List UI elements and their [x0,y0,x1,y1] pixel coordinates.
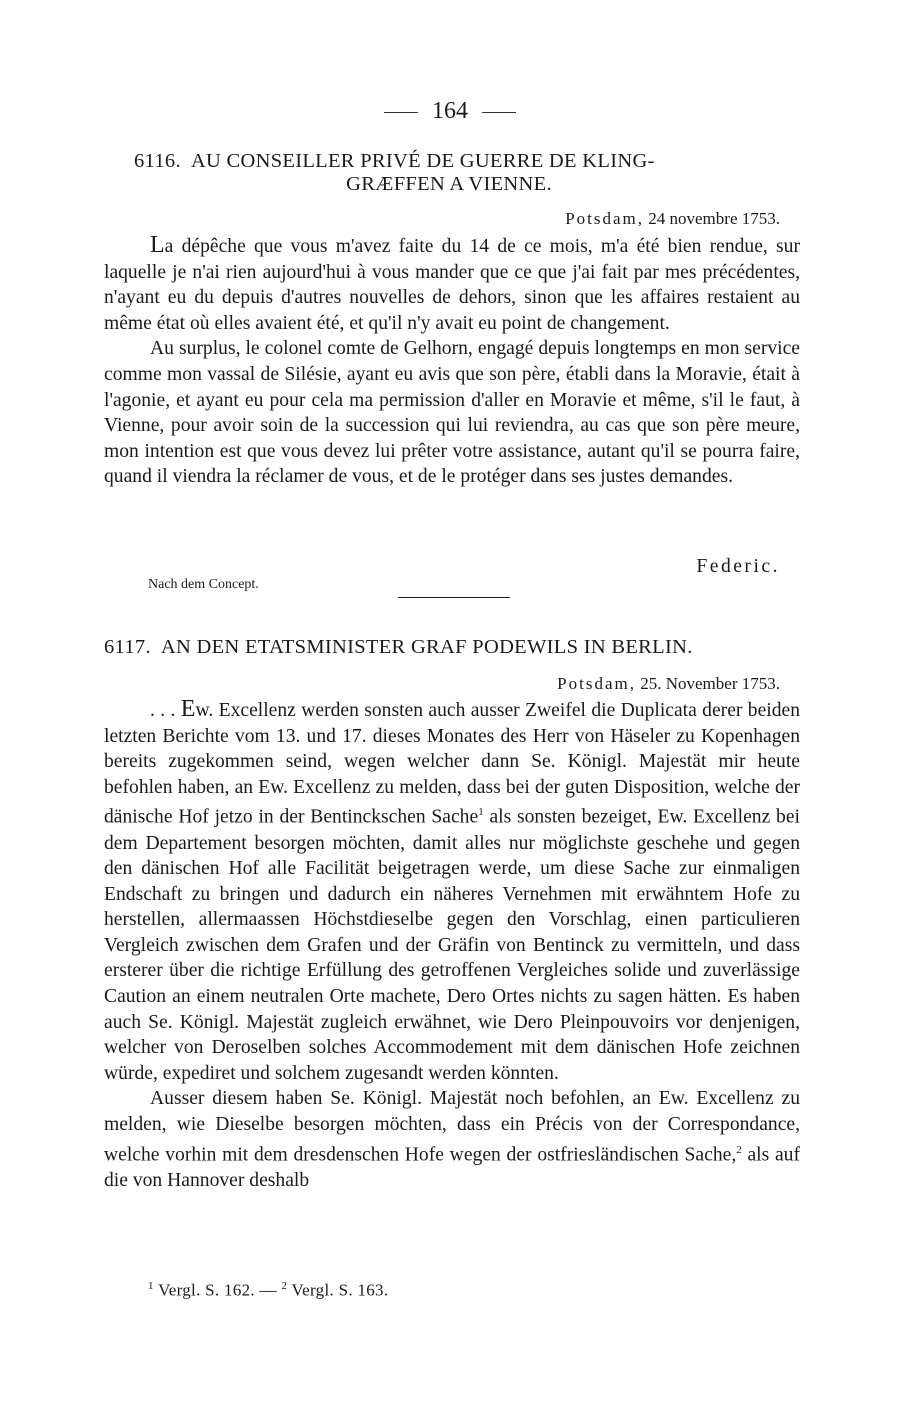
footnote-1-marker: 1 [148,1280,154,1292]
heading-line-2: GRÆFFEN A VIENNE. [346,173,552,195]
paragraph: Ausser diesem haben Se. Königl. Majestät noch befohlen, an Ew. Excellenz zu melden, wie Dieselbe besorgen möchten, dass ein Précis von der Correspondance, welche vorhin mit dem dresdenschen Hofe wegen der ostfriesländischen Sache,$^2$ als auf die von Hannover deshalb [104,1088,800,1191]
footnote-1-text: Vergl. S. 162. [158,1280,255,1300]
dateline-place: Potsdam, [565,209,645,228]
footnotes [148,1280,388,1301]
initial-letter: E [180,696,196,722]
letter-6117-heading [104,636,794,659]
dateline-place: Potsdam, [557,674,636,693]
heading-text: AN DEN ETATSMINISTER GRAF PODEWILS IN BERLIN. [160,636,693,658]
dateline-date: 25. November 1753. [640,674,780,693]
letter-6117-dateline [557,674,780,694]
letter-6116-heading [104,150,794,196]
footnote-2-text: Vergl. S. 163. [291,1280,389,1300]
footnote-separator: — [259,1280,277,1300]
page-number-dash-left [384,112,418,113]
source-note: Nach dem Concept. [148,577,259,592]
footnote-marker: 2 [736,1143,742,1156]
letter-number: 6117. [104,636,151,658]
paragraph: La dépêche que vous m'avez faite du 14 de ce mois, m'a été bien rendue, sur laquelle je n'ai rien aujourd'hui à vous mander que ce que j'ai fait par mes précédentes, n'ayant eu du depuis d'autres nouvelles de dehors, sinon que les affaires restaient au même état où elles avaient été, et qu'il n'y avait eu point de changement. [104,232,800,334]
footnote-marker: 1 [478,806,484,819]
letter-6116-dateline [565,209,780,229]
page-number-dash-right [482,112,516,113]
letter-6117-body [104,697,800,1193]
page-number-text: 164 [432,98,468,124]
paragraph: . . . Ew. Excellenz werden sonsten auch ausser Zweifel die Duplicata derer beiden letzten Berichte vom 13. und 17. dieses Monates des Herr von Häseler zu Kopenhagen bereits zugekommen seind, wegen welcher dann Se. Königl. Majestät mir heute befohlen haben, an Ew. Excellenz zu melden, dass bei der guten Disposition, welche der dänische Hof jetzo in der Bentinckschen Sache$^1$ als sonsten bezeiget, Ew. Excellenz bei dem Departement besorgen möchten, damit alles nur möglichste geschehe und gegen den dänischen Hof alle Facilität beigetragen werde, um diese Sache zur einmaligen Endschaft zu bringen und dadurch ein näheres Vernehmen mit erwähntem Hofe zu herstellen, allermaassen Höchstdieselbe gegen den Vorschlag, einen particulieren Vergleich zwischen dem Grafen und der Gräfin von Bentinck zu vermitteln, und dass ersterer über die richtige Erfüllung des getroffenen Vergleiches solide und zuverlässige Caution an einem neutralen Orte machete, Dero Ortes nichts zu sagen hätten. Es haben auch Se. Königl. Majestät zugleich erwähnet, wie Dero Pleinpouvoirs vor denjenigen, welcher von Deroselben solches Accommodement mit dem dänischen Hofe zeichnen würde, expediret und solchem zugesandt werden könnten. [104,696,801,1084]
dateline-date: 24 novembre 1753. [648,209,780,228]
heading-line-1: AU CONSEILLER PRIVÉ DE GUERRE DE KLING- [190,150,655,172]
letter-number: 6116. [134,150,181,172]
initial-letter: L [150,232,165,258]
signature: Federic. [696,556,780,577]
footnote-2-marker: 2 [281,1280,288,1292]
paragraph: Au surplus, le colonel comte de Gelhorn, engagé depuis longtemps en mon service comme mon vassal de Silésie, ayant eu avis que son père, établi dans la Moravie, était à l'agonie, et ayant eu pour cela ma permission d'aller en Moravie et même, s'il le faut, à Vienne, pour avoir soin de la succession qui lui reviendra, au cas que son père meure, mon intention est que vous devez lui prêter votre assistance, autant qu'il se pourra faire, quand il viendra la réclamer de vous, et de le protéger dans ses justes demandes. [104,338,800,488]
page-number [0,98,900,125]
section-divider [398,597,510,598]
letter-6116-body [104,233,800,490]
